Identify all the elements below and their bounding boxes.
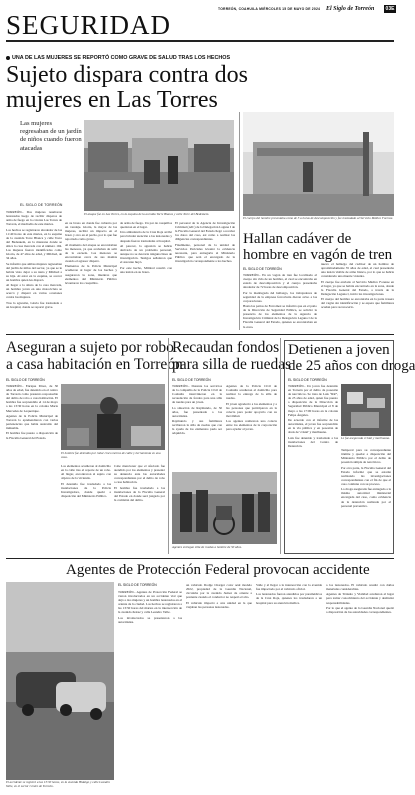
story-1-col3-para: Una ambulancia de la Cruz Roja arribó para brindar atención a las lesionadas y después fueron trasladadas al hospital. — [120, 230, 172, 243]
story-2-headline-line-1: Hallan cadáver de — [243, 231, 352, 247]
story-4-photo — [172, 472, 277, 544]
story-6-col4-para: a los lesionados. El vehículo resultó con daños materiales considerables. — [326, 583, 394, 592]
story-5-column-2 — [341, 448, 391, 550]
story-4-photo-caption: Agentes entregan silla de ruedas a hombre de 50 años. — [172, 545, 242, 549]
story-1-column-1 — [6, 210, 62, 330]
story-2-col2-para: nuevo el hallazgo del cadáver de un hombre de aproximadamente 35 años de edad, el cual presentaba una lesión visible de arma blanca, por lo que se habría considerado una muerte violenta. — [321, 262, 394, 279]
story-1-col2-para: Elementos de la Policía Municipal acudieron al lugar de los hechos y aseguraron la zona, mientras que elementos del Ministerio Público levantaron los casquillos. — [65, 264, 117, 285]
story-3-column-2 — [61, 464, 111, 554]
section-title: SEGURIDAD — [6, 10, 172, 40]
story-6-col4-para: Agentes de Tránsito y Vialidad acudieron al lugar para tomar conocimiento del accidente y deslindar responsabilidades. — [326, 592, 394, 605]
story-6-col2-para: El vehículo impactó a otra unidad en la que viajaban las personas lesionadas. — [186, 600, 252, 609]
story-3-headline-line-1: Aseguran a sujeto por robo — [6, 339, 174, 356]
story-2-col1-para: TORREÓN.- En un vagón de tren fue localizado el cuerpo sin vida de un hombre, el cual se encontraba en estado de descomposición y el cuerpo presentaba alrededor de 72 horas de descomposición. — [243, 273, 317, 290]
wheelchair-delivery-photo — [172, 472, 277, 544]
story-5-col1-para: De acuerdo con el informe de las autoridades, el joven fue sorprendido en la vía pública y en posesión de dosis de 'cristal' y marihuana. — [288, 417, 338, 435]
story-4-byline: EL SIGLO DE TORREÓN — [172, 378, 211, 382]
story-3-col1-para: El hombre fue puesto a disposición de la Fiscalía General del Estado. — [6, 431, 58, 440]
story-6-byline: EL SIGLO DE TORREÓN — [118, 583, 157, 587]
story-5-headline-line-1: Detienen a joven — [288, 342, 390, 358]
story-4-col2-para: El joven agradeció a los elementos y a las personas que participaron en la colecta para poder apoyarlo con su movilidad. — [226, 401, 277, 418]
story-3-col1-para: Agentes de la Policía Municipal de Torreón lo aprehendieron con varias pertenencias que había sustraído del inmueble. — [6, 413, 58, 431]
train-wagon-photo — [243, 112, 394, 216]
story-1-photo — [84, 120, 234, 211]
story-5-col2-para: Por otra parte, la Fiscalía General del Estado informó que se estarán realizando las investigaciones correspondientes con el fin de que el caso continúe con su proceso. — [341, 465, 391, 486]
story-5-photo — [341, 384, 391, 436]
story-4-col1-para: Raymundo y sus familiares recibieron la silla de ruedas que con la ayuda de los elementos pudo ser adquirida. — [172, 419, 222, 436]
story-3-col3-para: Cabe mencionar que el afectado fue atendido por los elementos y presentó su denuncia ante las autoridades correspondientes por el delito de robo a casa habitación. — [114, 464, 165, 485]
story-2-column-1 — [243, 273, 317, 330]
story-1-col3-para: Por este hecho, Mildred resultó con una lesión en su brazo. — [120, 265, 172, 274]
story-4-col2-para: Agentes de la Policía Civil de Coahuila acudieron al domicilio para realizar la entrega de la silla de ruedas. — [226, 384, 277, 401]
section-rule — [6, 334, 394, 335]
car-accident-photo — [6, 582, 114, 780]
seized-drugs-photo — [341, 384, 391, 436]
story-4-col1-para: TORREÓN.- Durante los servicios de la compañía de la Policía Civil de Coahuila intervinieron en la recaudación de fondos para una silla de ruedas para un joven. — [172, 384, 222, 405]
story-1-col4-para: Finalmente, personal de la unidad de Servicios Periciales levantó la evidencia necesaria, para entregarla al Ministerio Público que será el encargado de la investigación correspondiente a los hechos. — [175, 242, 235, 264]
story-6-col4-para: Por lo que el agente de la Guardia Nacional quedó a disposición de las autoridades correspondientes. — [326, 605, 394, 614]
story-5-col1-para: TORREÓN.- Un joven fue detenido en Torreón por el delito de posesión de narcóticos. Se trata de Luis “RR”, de 25 años de edad, quien fue puesto a disposición de la Dirección de Seguridad Pública Municipal el 8 de mayo a las 17:00 horas en la colonia Felipe Ángeles. — [288, 384, 338, 417]
bullet-icon — [6, 56, 10, 60]
story-1-col3-para: Al parecer, la agresión se habría derivado de un problema personal, aunque no se descarta ninguna línea de investigación. Testigos señalaron que el atacante huyó. — [120, 243, 172, 265]
story-6-col2-para: un vehículo Dodge Charger color azul modelo 2022, propiedad de la Guardia Nacional, circulaba por la avenida Juárez de oriente a poniente cuando el conductor no respetó el alto. — [186, 583, 252, 600]
story-2-col1-para: Por la madrugada del hallazgo, los trabajadores de seguridad de la empresa ferroviaria dieron aviso a las corporaciones. — [243, 290, 317, 303]
story-2-photo — [243, 112, 394, 216]
story-5-photo-caption: Le fue asegurada cristal y marihuana. — [341, 436, 390, 440]
story-5-col2-para: Temporal para su correspondiente trámite y quedar a disposición del Ministerio Público por el delito de posesión simple de narcóticos. — [341, 448, 391, 465]
story-5-headline-line-2: de 25 años con droga — [288, 358, 415, 374]
story-1-col1-para: TORREÓN.- Dos mujeres resultaron lesionadas luego de recibir disparos de arma de fuego en la colonia Las Torres de Torreón, el mediodía de este martes. — [6, 210, 62, 227]
header-rule — [6, 40, 394, 42]
story-6-col3-para: Valle y al llegar a la intersección con la avenida fue impactado por el vehículo oficial. — [256, 583, 322, 592]
story-6-headline: Agentes de Protección Federal provocan accidente — [66, 562, 370, 578]
story-6-col3-para: Los lesionados fueron atendidos por paramédicos de la Cruz Roja, quienes los trasladaron a un hospital para su atención médica. — [256, 592, 322, 605]
story-3-photo-caption: El hombre fue detenido por robar cinco metros de cable y herramienta en una casa. — [61, 451, 161, 459]
column-divider — [239, 112, 240, 330]
story-5-column-1 — [288, 384, 338, 550]
story-3-col2-para: El detenido fue trasladado a las instalaciones de la Policía Investigadora, donde quedó a disposición del Ministerio Público. — [61, 481, 111, 498]
story-3-col2-para: Los elementos acudieron al domicilio en la calle tras el reporte de un robo. Al llegar, encontraron al sujeto con objetos de la vivienda. — [61, 464, 111, 481]
column-divider — [168, 338, 169, 554]
section-rule — [6, 558, 394, 559]
story-1-col2-para: en su brazo en donde fue cubierta por un vendaje. Gloria, la mayor de las mujeres, recibió un impacto en el brazo y otro en el pecho, por lo que fue reportada como grave. — [65, 221, 117, 242]
story-6-photo — [6, 582, 114, 780]
page-number: 03E — [385, 6, 395, 12]
story-1-headline-line-2: mujeres en Las Torres — [6, 87, 218, 113]
story-3-col3-para: El hombre fue trasladado a las instalaciones de la Fiscalía General del Estado en donde será juzgado por la comisión del delito. — [114, 485, 165, 502]
story-1-col1-para: Al llegar a la altura de la casa marcada, un hombre joven en una motocicleta se acercó y disparó en varias ocasiones contra las mujeres. — [6, 283, 62, 300]
story-3-column-1 — [6, 384, 58, 554]
story-2-col2-para: El cuerpo del hombre se encontraba en la parte trasera del vagón sin identificación y se espera que familiares acudan para reconocerlo. — [321, 297, 394, 310]
story-4-column-2 — [226, 384, 277, 470]
street-scene-photo — [84, 120, 234, 211]
story-3-byline: EL SIGLO DE TORREÓN — [6, 378, 45, 382]
story-2-photo-caption: El cuerpo del hombre presentaba como de 3 a horas de descomposición y fue trasladado al Servicio Médico Forense. — [243, 216, 394, 220]
story-1-kicker-text: UNA DE LAS MUJERES SE REPORTÓ COMO GRAVE DE SALUD TRAS LOS HECHOS — [12, 55, 231, 61]
story-5-byline: EL SIGLO DE TORREÓN — [288, 378, 327, 382]
story-2-byline: EL SIGLO DE TORREÓN — [243, 267, 282, 271]
story-3-headline-line-2: a casa habitación en Torreón — [6, 356, 183, 373]
story-1-kicker — [6, 55, 230, 61]
story-1-col1-para: Tras la agresión, Gloria fue trasladada a un hospital, donde se reportó grave. — [6, 300, 62, 309]
story-2-col2-para: El cuerpo fue enviado al Servicio Médico Forense en el lugar, ya que se habría encontrado en la zona, donde la Fiscalía General del Estado, a través de la Delegación Laguna I, inició las investigaciones. — [321, 279, 394, 296]
masthead — [6, 6, 394, 42]
story-6-column-1 — [118, 590, 182, 790]
story-1-col1-para: Los hechos se registraron alrededor de las 11:40 horas de este martes, en la esquina de la avenida Torre Blanca y calle Torre del Bedeskein, en la manzana donde se ubica la casa marcada con el número 104. Las mujeres fueron identificadas como Gloria, de 47 años de edad, y Mildred, de 34 años. — [6, 227, 62, 261]
brand-logo: El Siglo de Torreón — [326, 6, 375, 12]
story-1-column-3 — [120, 221, 172, 330]
story-4-col1-para: La situación de Raymundo, de 50 años, fue presentada a las autoridades. — [172, 405, 222, 418]
story-3-col1-para: TORREÓN.- Enrique Pérez, de 30 años de edad, fue detenido en el centro de Torreón como presunto responsable del delito de robo a casa habitación. El hombre fue sorprendido el 14 de mayo a las 13:30 horas en la colonia María Mercedes de Lequerique. — [6, 384, 58, 413]
story-1-col3-para: de arma de fuego. Un par de casquillos quedaron en el lugar. — [120, 221, 172, 230]
story-4-column-1 — [172, 384, 222, 470]
story-1-col4-para: El personal de la Agencia de Investigación Criminal (AIC) de la Delegación Laguna I de la Fiscalía General del Estado llegó a recabar los datos del caso, así como a realizar las diligencias correspondientes. — [175, 221, 235, 242]
dateline: TORREÓN, COAHUILA MIÉRCOLES 15 DE MAYO DE 2024 — [218, 7, 321, 11]
story-6-column-2 — [186, 583, 252, 790]
story-2-col1-para: Hasta las patios de Ferromex se informó que en el patio de la Dirección de Seguridad Pública, se solicitó la presencia de los elementos de la Agencia de Investigación Criminal de la Delegación Laguna I de la Fiscalía General del Estado, quienes se encontraban en la zona. — [243, 304, 317, 329]
story-3-photo — [61, 384, 165, 450]
story-3-column-3 — [114, 464, 165, 554]
story-1-deck: Las mujeres regresaban de un jardín de niños cuando fueron atacadas — [20, 120, 82, 152]
story-6-col1-para: Los involucrados se presentaron a las autoridades. — [118, 615, 182, 624]
story-4-headline-line-2: para silla de ruedas — [172, 356, 292, 373]
story-6-column-4 — [326, 583, 394, 790]
story-1-column-4 — [175, 221, 235, 330]
story-2-column-2 — [321, 262, 394, 330]
story-5-col2-para: La droga asegurada fue entregada a la misma autoridad ministerial encargada del caso, como evidencia de la detención realizada por el personal preventivo. — [341, 487, 391, 508]
story-6-col1-para: TORREÓN.- Agentes de Protección Federal se vieron involucrados en un accidente vial que dejó a dos mujeres y un hombre lesionados en el oriente de la ciudad. Los hechos se registraron a las 13:30 horas del martes en la intersección de la avenida Juárez y calle Leandro Valle. — [118, 590, 182, 615]
story-6-column-3 — [256, 583, 322, 790]
detained-man-photo — [61, 384, 165, 450]
story-4-col2-para: Los agentes realizaron una colecta entre los elementos de la corporación para ayudar al joven. — [226, 419, 277, 432]
story-1-photo-caption: El ataque fue en Las Torres, en la esquina de la avenida Torre Blanca y calle Torre del Bedeskein. — [84, 212, 210, 216]
column-divider — [280, 338, 281, 554]
story-1-col1-para: Se informó que ambas mujeres regresaban del jardín de niños del sector, ya que se le habría visto dejar a su nieta y Mildred a su hija. Al estar en la esquina, se acercó un hombre quien les disparó. — [6, 261, 62, 282]
story-1-column-2 — [65, 221, 117, 330]
story-2-headline-line-2: hombre en vagón de tren — [243, 247, 393, 263]
story-6-photo-caption: El accidente se registró a las 13:30 horas, en la avenida Hidalgo y calle Leandro Valle, en el sector Centro de Torreón. — [6, 780, 110, 788]
story-5-col1-para: Luis fue detenido y trasladado a las instalaciones del Centro de Detención. — [288, 435, 338, 448]
story-1-headline-line-1: Sujeto dispara contra dos — [6, 62, 248, 88]
story-1-col2-para: Al momento del ataque se encontraban las menores, ya que acababan de salir de la escuela. Las menores se encontraban cerca de sus mamás cuando el agresor disparó. — [65, 242, 117, 264]
story-4-headline-line-1: Recaudan fondos — [172, 339, 280, 356]
story-1-byline: EL SIGLO DE TORREÓN — [20, 203, 63, 207]
